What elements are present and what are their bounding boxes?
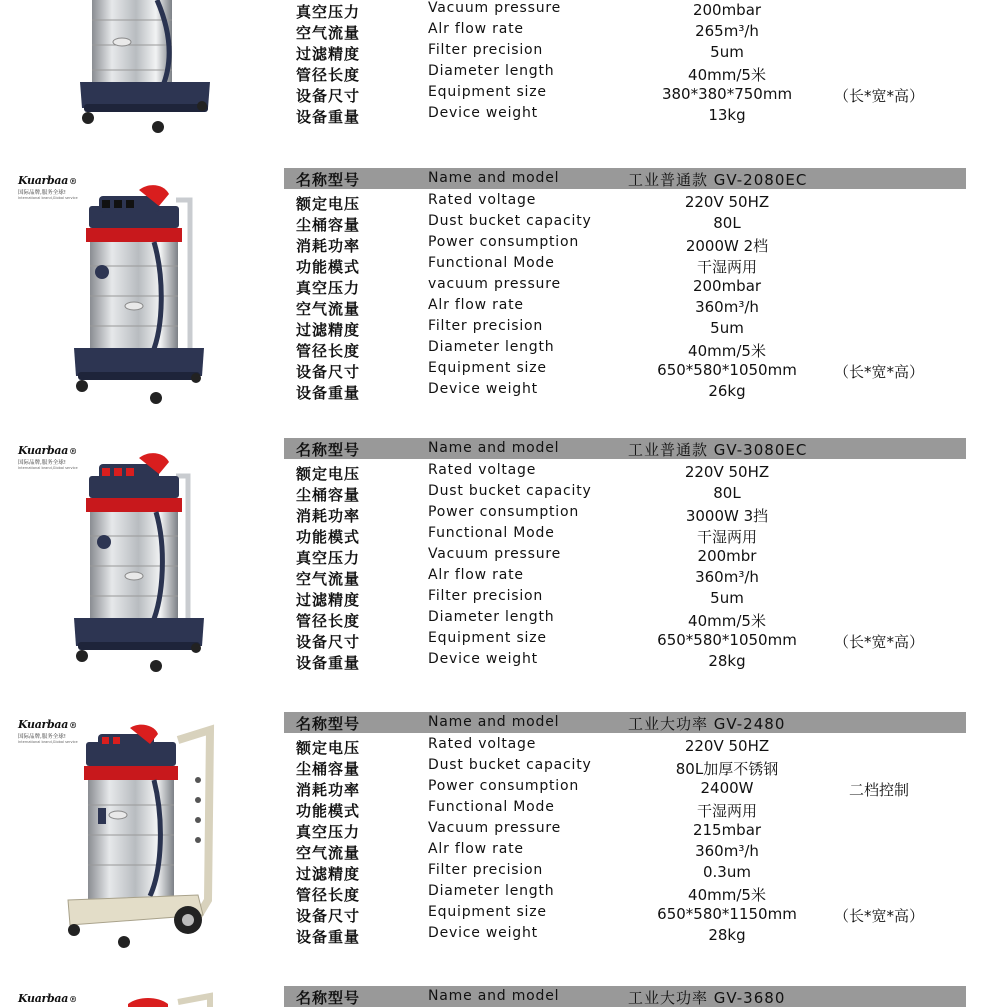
spec-label-en: Vacuum pressure: [428, 0, 562, 16]
spec-label-cn: 设备尺寸: [296, 907, 361, 925]
spec-label-cn: 真空压力: [296, 823, 361, 841]
spec-value: 0.3um: [703, 863, 751, 881]
model-header-label-cn: 名称型号: [296, 989, 361, 1007]
spec-label-cn: 管径长度: [296, 342, 361, 360]
model-header: [284, 438, 966, 459]
spec-note: （长*宽*高）: [834, 907, 925, 925]
spec-row: [284, 42, 966, 63]
spec-label-en: Vacuum pressure: [428, 546, 562, 562]
spec-label-cn: 空气流量: [296, 24, 361, 42]
spec-label-cn: 尘桶容量: [296, 760, 361, 778]
model-header-label-cn: 名称型号: [296, 441, 361, 459]
brand-logo-text: Kuarbaa®: [18, 992, 77, 1005]
spec-label-en: Rated voltage: [428, 192, 537, 208]
spec-row: [284, 84, 966, 105]
spec-label-cn: 管径长度: [296, 66, 361, 84]
vacuum-cleaner-top-image: [58, 984, 228, 1007]
brand-logo-text: Kuarbaa®: [18, 174, 77, 187]
spec-label-cn: 尘桶容量: [296, 486, 361, 504]
spec-row: [284, 105, 966, 126]
spec-row: [284, 462, 966, 483]
spec-value: 80L加厚不锈钢: [675, 760, 779, 778]
spec-row: [284, 525, 966, 546]
spec-value: 13kg: [708, 106, 746, 124]
spec-label-en: Device weight: [428, 651, 538, 667]
spec-value: 360m³/h: [695, 842, 759, 860]
product-block-4: [0, 710, 1000, 960]
spec-label-cn: 过滤精度: [296, 321, 361, 339]
spec-row: [284, 651, 966, 672]
spec-value: 干湿两用: [696, 258, 757, 276]
brand-slogan: 国际品牌,服务全球!: [18, 734, 66, 740]
spec-row: [284, 862, 966, 883]
spec-value: 5um: [710, 589, 744, 607]
spec-label-en: Power consumption: [428, 778, 580, 794]
spec-label-en: Equipment size: [428, 630, 547, 646]
spec-label-en: Filter precision: [428, 862, 544, 878]
spec-label-en: Dust bucket capacity: [428, 757, 592, 773]
spec-row: [284, 841, 966, 862]
product-block-2: [0, 166, 1000, 416]
vacuum-cleaner-small-image: [62, 0, 222, 140]
spec-note: （长*宽*高）: [834, 633, 925, 651]
spec-label-cn: 设备重量: [296, 108, 361, 126]
spec-label-cn: 设备重量: [296, 654, 361, 672]
spec-note: 二档控制: [848, 781, 909, 799]
spec-label-en: Vacuum pressure: [428, 820, 562, 836]
spec-label-cn: 消耗功率: [296, 237, 361, 255]
spec-value: 265m³/h: [695, 22, 759, 40]
spec-label-cn: 管径长度: [296, 886, 361, 904]
spec-value: 40mm/5米: [688, 66, 766, 84]
spec-label-en: Filter precision: [428, 42, 544, 58]
spec-label-cn: 额定电压: [296, 195, 361, 213]
product-block-1: [0, 0, 1000, 140]
spec-label-cn: 尘桶容量: [296, 216, 361, 234]
spec-label-cn: 消耗功率: [296, 781, 361, 799]
spec-label-en: Alr flow rate: [428, 21, 524, 37]
spec-label-cn: 空气流量: [296, 570, 361, 588]
spec-row: [284, 318, 966, 339]
spec-row: [284, 925, 966, 946]
spec-row: [284, 234, 966, 255]
spec-label-cn: 管径长度: [296, 612, 361, 630]
spec-value: 650*580*1050mm: [657, 361, 797, 379]
spec-label-cn: 过滤精度: [296, 45, 361, 63]
product-block-3: [0, 436, 1000, 686]
spec-label-cn: 空气流量: [296, 300, 361, 318]
spec-label-en: Device weight: [428, 381, 538, 397]
spec-row: [284, 588, 966, 609]
spec-value: 380*380*750mm: [661, 85, 793, 103]
brand-slogan: 国际品牌,服务全球!: [18, 190, 66, 196]
spec-value: 650*580*1150mm: [657, 905, 797, 923]
spec-row: [284, 276, 966, 297]
vacuum-cleaner-80l-image: [64, 446, 224, 691]
spec-label-cn: 额定电压: [296, 739, 361, 757]
spec-value: 40mm/5米: [688, 886, 766, 904]
brand-logo-text: Kuarbaa®: [18, 444, 77, 457]
model-header-label-en: Name and model: [428, 988, 560, 1004]
spec-row: [284, 0, 966, 21]
spec-label-en: Rated voltage: [428, 462, 537, 478]
spec-value: 215mbar: [692, 821, 762, 839]
spec-row: [284, 757, 966, 778]
spec-value: 2400W: [700, 779, 754, 797]
model-header-label-cn: 名称型号: [296, 171, 361, 189]
spec-label-en: Diameter length: [428, 63, 555, 79]
spec-value: 40mm/5米: [688, 342, 766, 360]
spec-row: [284, 192, 966, 213]
spec-row: [284, 297, 966, 318]
spec-value: 28kg: [708, 652, 746, 670]
brand-logo-text: Kuarbaa®: [18, 718, 77, 731]
spec-row: [284, 504, 966, 525]
spec-label-cn: 真空压力: [296, 279, 361, 297]
spec-label-en: Filter precision: [428, 588, 544, 604]
spec-label-en: Rated voltage: [428, 736, 537, 752]
spec-row: [284, 21, 966, 42]
spec-value: 干湿两用: [696, 802, 757, 820]
spec-value: 200mbar: [692, 1, 762, 19]
spec-label-en: Alr flow rate: [428, 567, 524, 583]
brand-slogan: 国际品牌,服务全球!: [18, 460, 66, 466]
spec-label-en: Alr flow rate: [428, 297, 524, 313]
spec-row: [284, 213, 966, 234]
spec-row: [284, 778, 966, 799]
spec-note: （长*宽*高）: [834, 363, 925, 381]
spec-label-en: Diameter length: [428, 339, 555, 355]
model-name: 工业普通款 GV-2080EC: [628, 171, 808, 189]
spec-label-en: Functional Mode: [428, 255, 555, 271]
spec-label-en: Dust bucket capacity: [428, 483, 592, 499]
spec-label-cn: 设备重量: [296, 384, 361, 402]
spec-row: [284, 883, 966, 904]
spec-value: 80L: [713, 484, 741, 502]
spec-label-en: Diameter length: [428, 609, 555, 625]
spec-label-en: Functional Mode: [428, 799, 555, 815]
spec-value: 26kg: [708, 382, 746, 400]
spec-value: 220V 50HZ: [684, 193, 770, 211]
spec-value: 650*580*1050mm: [657, 631, 797, 649]
spec-label-en: Power consumption: [428, 504, 580, 520]
model-header: [284, 168, 966, 189]
spec-row: [284, 360, 966, 381]
model-header: [284, 712, 966, 733]
spec-label-cn: 功能模式: [296, 528, 361, 546]
spec-label-en: Diameter length: [428, 883, 555, 899]
spec-value: 220V 50HZ: [684, 463, 770, 481]
spec-row: [284, 904, 966, 925]
spec-label-en: Equipment size: [428, 904, 547, 920]
spec-label-en: Equipment size: [428, 84, 547, 100]
spec-value: 5um: [710, 319, 744, 337]
spec-value: 2000W 2档: [685, 237, 769, 255]
spec-label-en: Filter precision: [428, 318, 544, 334]
vacuum-cleaner-trolley-image: [58, 720, 228, 965]
brand-tagline: International brand,Global service: [18, 196, 78, 200]
spec-value: 干湿两用: [696, 528, 757, 546]
spec-value: 200mbr: [697, 547, 757, 565]
brand-tagline: International brand,Global service: [18, 740, 78, 744]
spec-label-en: vacuum pressure: [428, 276, 561, 292]
model-name: 工业大功率 GV-3680: [628, 989, 786, 1007]
spec-row: [284, 630, 966, 651]
spec-label-cn: 功能模式: [296, 802, 361, 820]
spec-label-cn: 消耗功率: [296, 507, 361, 525]
spec-row: [284, 381, 966, 402]
product-block-5: [0, 984, 1000, 1007]
spec-value: 40mm/5米: [688, 612, 766, 630]
model-header: [284, 986, 966, 1007]
spec-row: [284, 546, 966, 567]
spec-label-en: Power consumption: [428, 234, 580, 250]
spec-label-en: Equipment size: [428, 360, 547, 376]
model-header-label-en: Name and model: [428, 714, 560, 730]
model-name: 工业大功率 GV-2480: [628, 715, 786, 733]
spec-label-en: Device weight: [428, 105, 538, 121]
spec-label-cn: 真空压力: [296, 3, 361, 21]
spec-label-en: Device weight: [428, 925, 538, 941]
spec-value: 220V 50HZ: [684, 737, 770, 755]
spec-label-cn: 功能模式: [296, 258, 361, 276]
model-header-label-en: Name and model: [428, 440, 560, 456]
spec-label-cn: 设备尺寸: [296, 633, 361, 651]
spec-value: 360m³/h: [695, 298, 759, 316]
spec-row: [284, 820, 966, 841]
spec-label-cn: 空气流量: [296, 844, 361, 862]
vacuum-cleaner-80l-image: [64, 176, 224, 426]
spec-label-cn: 真空压力: [296, 549, 361, 567]
spec-label-cn: 过滤精度: [296, 865, 361, 883]
spec-label-en: Functional Mode: [428, 525, 555, 541]
spec-label-cn: 设备重量: [296, 928, 361, 946]
spec-value: 200mbar: [692, 277, 762, 295]
spec-label-cn: 过滤精度: [296, 591, 361, 609]
spec-note: （长*宽*高）: [834, 87, 925, 105]
brand-tagline: International brand,Global service: [18, 466, 78, 470]
model-name: 工业普通款 GV-3080EC: [628, 441, 808, 459]
spec-value: 80L: [713, 214, 741, 232]
spec-row: [284, 609, 966, 630]
spec-label-en: Alr flow rate: [428, 841, 524, 857]
spec-row: [284, 567, 966, 588]
model-header-label-cn: 名称型号: [296, 715, 361, 733]
spec-row: [284, 63, 966, 84]
spec-value: 360m³/h: [695, 568, 759, 586]
spec-row: [284, 255, 966, 276]
spec-value: 28kg: [708, 926, 746, 944]
spec-label-cn: 设备尺寸: [296, 87, 361, 105]
spec-row: [284, 799, 966, 820]
spec-row: [284, 736, 966, 757]
spec-label-cn: 设备尺寸: [296, 363, 361, 381]
model-header-label-en: Name and model: [428, 170, 560, 186]
spec-value: 3000W 3挡: [685, 507, 769, 525]
spec-row: [284, 483, 966, 504]
spec-label-cn: 额定电压: [296, 465, 361, 483]
spec-label-en: Dust bucket capacity: [428, 213, 592, 229]
spec-value: 5um: [710, 43, 744, 61]
spec-row: [284, 339, 966, 360]
